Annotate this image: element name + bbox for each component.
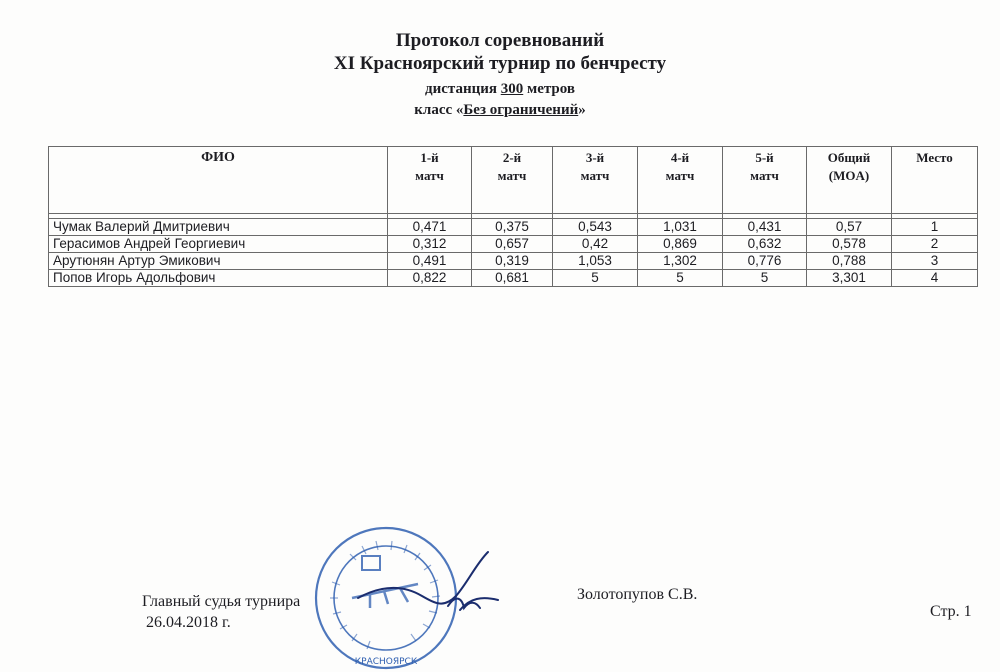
cell-match-4: 5: [638, 270, 723, 287]
cell-total: 0,57: [807, 219, 892, 236]
cell-match-4: 1,031: [638, 219, 723, 236]
cell-match-2: 0,681: [472, 270, 553, 287]
cell-match-3: 0,543: [553, 219, 638, 236]
header-name: ФИО: [49, 147, 388, 214]
cell-match-1: 0,491: [388, 253, 472, 270]
judge-name: Золотопупов С.В.: [577, 586, 698, 603]
cell-total: 0,578: [807, 236, 892, 253]
cell-total: 3,301: [807, 270, 892, 287]
distance-value: 300: [500, 81, 524, 97]
signature-stroke: [358, 552, 498, 610]
table-row: [49, 270, 978, 287]
class-value: Без ограничений: [463, 102, 579, 118]
cell-match-5: 0,632: [723, 236, 807, 253]
distance-line: [0, 81, 1000, 98]
header-match-2: 2-й матч: [472, 147, 553, 214]
header-total: Общий (MOA): [807, 147, 892, 214]
cell-name: Арутюнян Артур Эмикович: [49, 253, 388, 270]
cell-place: 1: [892, 219, 978, 236]
table-row: [49, 236, 978, 253]
cell-match-1: 0,471: [388, 219, 472, 236]
cell-match-2: 0,319: [472, 253, 553, 270]
cell-match-1: 0,822: [388, 270, 472, 287]
cell-match-4: 1,302: [638, 253, 723, 270]
cell-total: 0,788: [807, 253, 892, 270]
table-row: [49, 253, 978, 270]
cell-match-5: 5: [723, 270, 807, 287]
cell-match-3: 1,053: [553, 253, 638, 270]
cell-place: 2: [892, 236, 978, 253]
header-match-1: 1-й матч: [388, 147, 472, 214]
cell-name: Чумак Валерий Дмитриевич: [49, 219, 388, 236]
signature: [340, 538, 520, 638]
cell-match-3: 0,42: [553, 236, 638, 253]
cell-match-2: 0,657: [472, 236, 553, 253]
cell-name: Герасимов Андрей Георгиевич: [49, 236, 388, 253]
page-number: Стр. 1: [930, 603, 972, 620]
stamp-city-text: КРАСНОЯРСК: [354, 657, 418, 667]
cell-match-3: 5: [553, 270, 638, 287]
cell-match-2: 0,375: [472, 219, 553, 236]
header-match-5: 5-й матч: [723, 147, 807, 214]
cell-name: Попов Игорь Адольфович: [49, 270, 388, 287]
cell-place: 3: [892, 253, 978, 270]
table-header-row: [49, 147, 978, 214]
class-line: [0, 102, 1000, 119]
header-place: Место: [892, 147, 978, 214]
table-row: [49, 219, 978, 236]
document-date: 26.04.2018 г.: [146, 614, 231, 631]
header-match-4: 4-й матч: [638, 147, 723, 214]
judge-label: Главный судья турнира: [142, 593, 301, 610]
document-title: Протокол соревнований: [395, 30, 605, 51]
results-table: [48, 146, 978, 287]
class-prefix: класс «: [414, 102, 464, 118]
cell-place: 4: [892, 270, 978, 287]
distance-suffix: метров: [523, 81, 575, 97]
header-match-3: 3-й матч: [553, 147, 638, 214]
cell-match-4: 0,869: [638, 236, 723, 253]
class-suffix: »: [578, 102, 586, 118]
cell-match-5: 0,431: [723, 219, 807, 236]
cell-match-1: 0,312: [388, 236, 472, 253]
tournament-name: XI Красноярский турнир по бенчресту: [333, 53, 667, 74]
cell-match-5: 0,776: [723, 253, 807, 270]
distance-prefix: дистанция: [425, 81, 501, 97]
